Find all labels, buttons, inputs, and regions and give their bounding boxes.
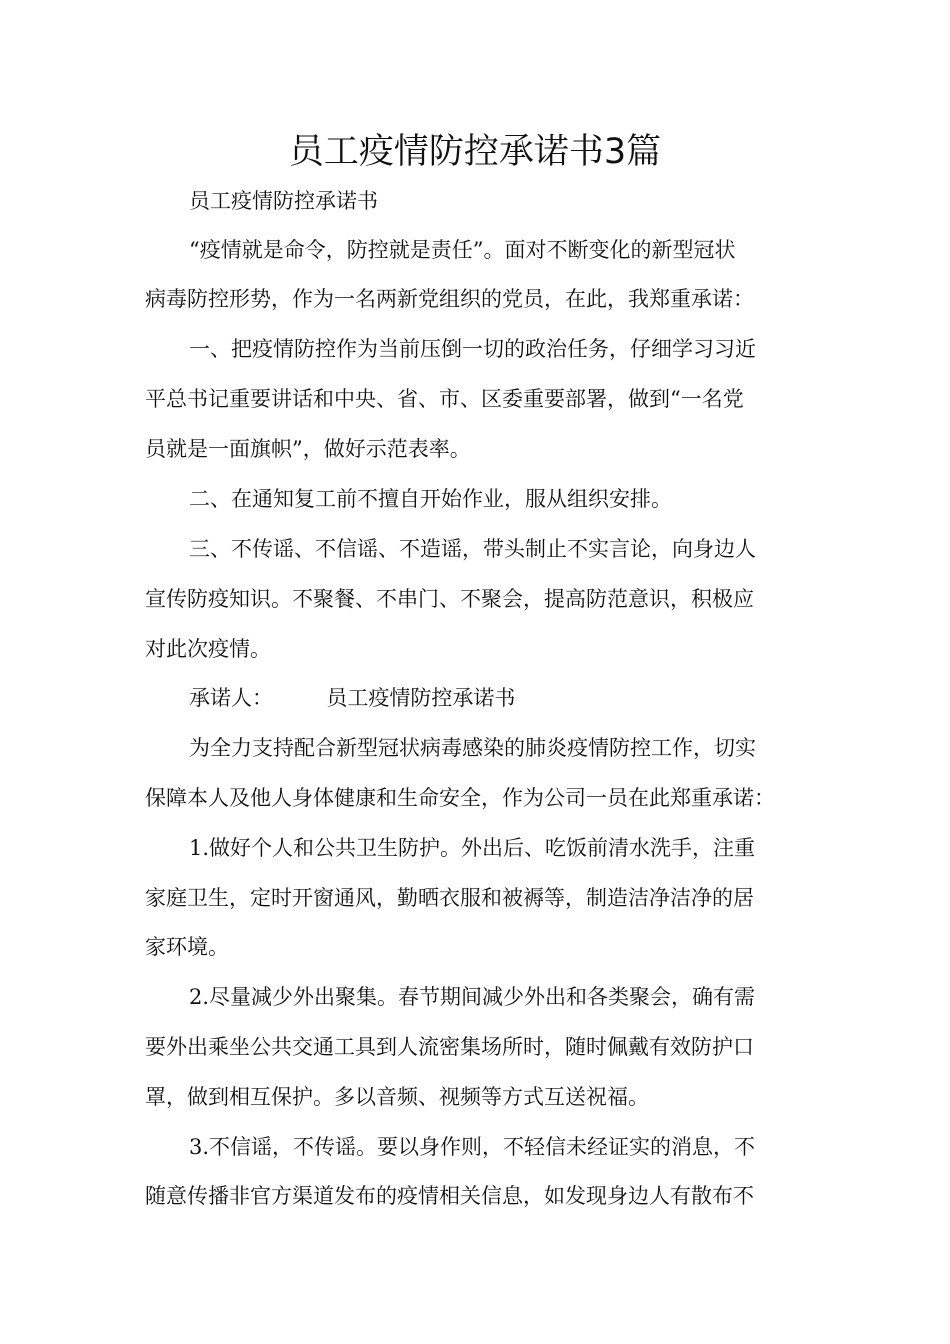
paragraph-line: 为全力支持配合新型冠状病毒感染的肺炎疫情防控工作，切实 <box>189 736 756 760</box>
section-heading: 员工疫情防控承诺书 <box>189 189 378 213</box>
paragraph-line: 3.不信谣，不传谣。要以身作则，不轻信未经证实的消息，不 <box>189 1135 756 1159</box>
paragraph-line: 家庭卫生，定时开窗通风，勤晒衣服和被褥等，制造洁净洁净的居 <box>145 886 754 910</box>
paragraph-line: “疫情就是命令，防控就是责任”。面对不断变化的新型冠状 <box>189 238 736 262</box>
signature-line: 承诺人： 员工疫情防控承诺书 <box>189 686 516 710</box>
paragraph-line: 平总书记重要讲话和中央、省、市、区委重要部署，做到“一名党 <box>145 387 744 411</box>
paragraph-line: 宣传防疫知识。不聚餐、不串门、不聚会，提高防范意识，积极应 <box>145 587 754 611</box>
paragraph-line: 对此次疫情。 <box>145 637 271 661</box>
paragraph-line: 三、不传谣、不信谣、不造谣，带头制止不实言论，向身边人 <box>189 537 756 561</box>
document-title: 员工疫情防控承诺书3篇 <box>288 132 662 172</box>
paragraph-line: 随意传播非官方渠道发布的疫情相关信息，如发现身边人有散布不 <box>145 1184 754 1208</box>
paragraph-line: 要外出乘坐公共交通工具到人流密集场所时，随时佩戴有效防护口 <box>145 1035 754 1059</box>
paragraph-line: 1.做好个人和公共卫生防护。外出后、吃饭前清水洗手，注重 <box>189 836 756 860</box>
paragraph-line: 保障本人及他人身体健康和生命安全，作为公司一员在此郑重承诺： <box>145 786 775 810</box>
paragraph-line: 一、把疫情防控作为当前压倒一切的政治任务，仔细学习习近 <box>189 337 756 361</box>
paragraph-line: 家环境。 <box>145 935 229 959</box>
paragraph-line: 二、在通知复工前不擅自开始作业，服从组织安排。 <box>189 487 672 511</box>
paragraph-line: 罩，做到相互保护。多以音频、视频等方式互送祝福。 <box>145 1085 649 1109</box>
paragraph-line: 病毒防控形势，作为一名两新党组织的党员，在此，我郑重承诺： <box>145 287 754 311</box>
paragraph-line: 2.尽量减少外出聚集。春节期间减少外出和各类聚会，确有需 <box>189 985 756 1009</box>
paragraph-line: 员就是一面旗帜”，做好示范表率。 <box>145 437 471 461</box>
